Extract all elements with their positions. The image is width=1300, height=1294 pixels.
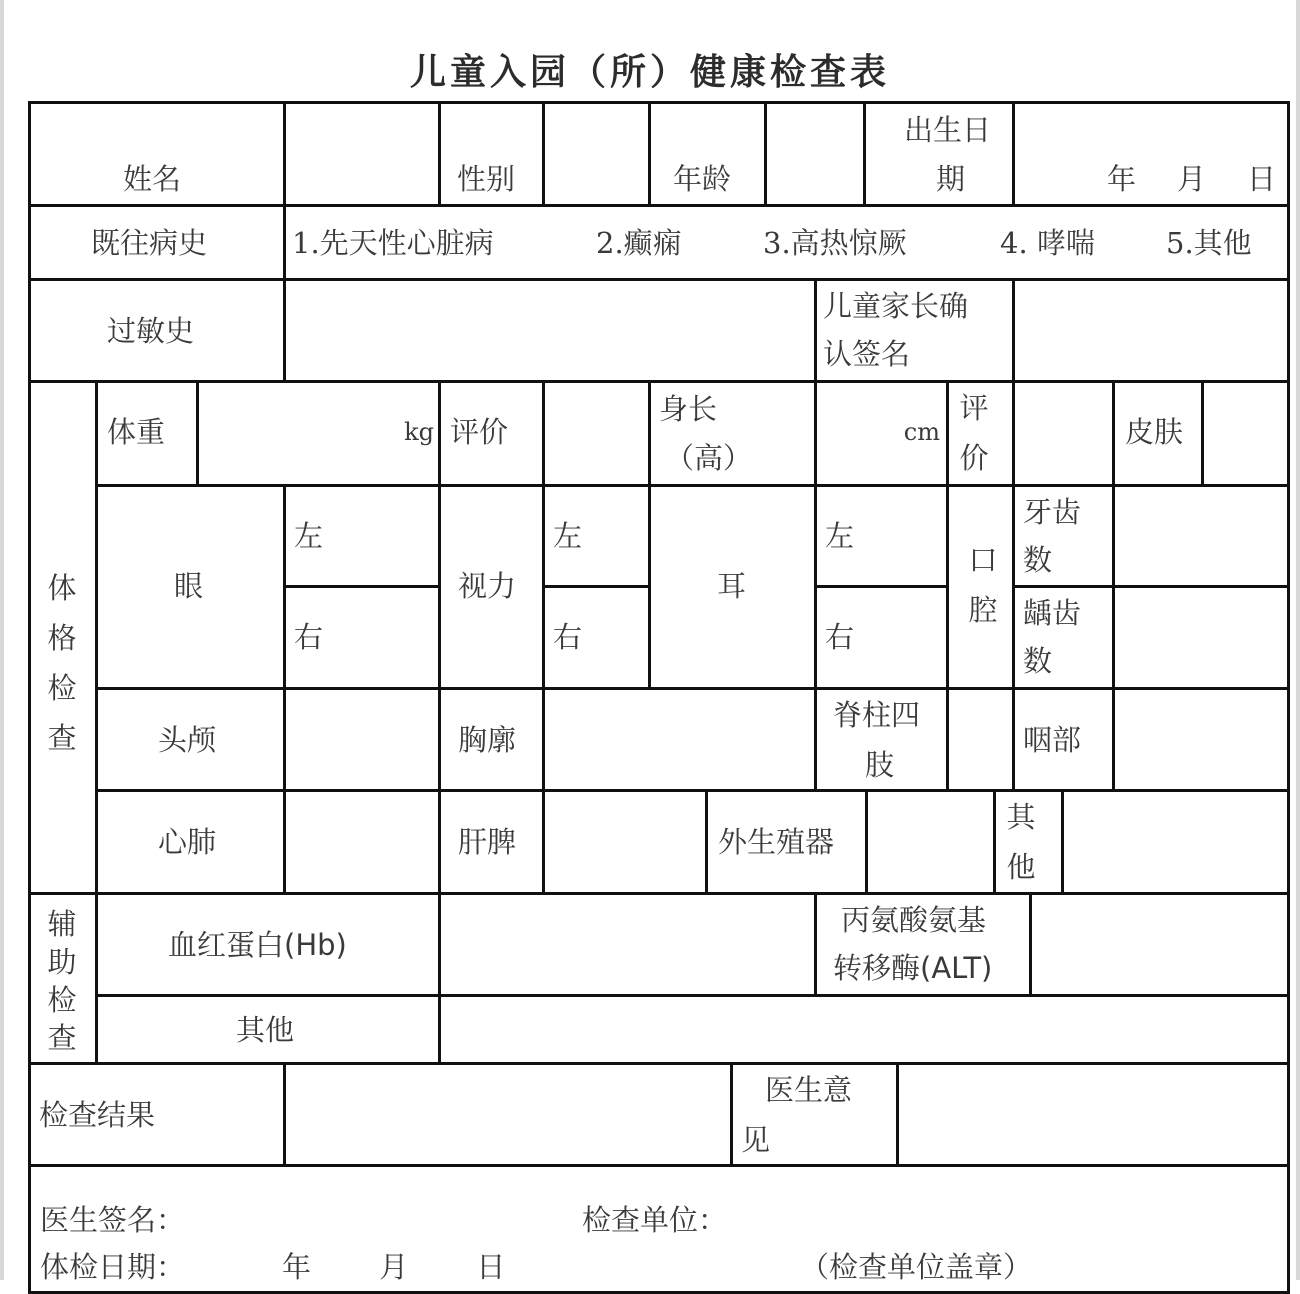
result-label-cell xyxy=(28,1062,286,1167)
alt-label-cell xyxy=(814,892,1032,997)
history-option-epilepsy[interactable]: 2.癫痫 xyxy=(596,226,682,260)
skin-label: 皮肤 xyxy=(1125,415,1184,449)
spine-label-line1: 脊柱四 xyxy=(833,698,921,732)
skin-field[interactable] xyxy=(1201,380,1290,487)
age-field[interactable] xyxy=(764,101,866,207)
ear-label-cell xyxy=(648,484,817,690)
physical-other-field[interactable] xyxy=(1061,789,1290,895)
height-eval-label xyxy=(957,383,991,483)
history-label: 既往病史 xyxy=(91,226,208,260)
genital-label: 外生殖器 xyxy=(718,825,835,859)
page-left-edge xyxy=(0,0,4,1280)
result-label: 检查结果 xyxy=(39,1098,156,1132)
vision-right-label: 右 xyxy=(553,620,583,654)
height-label-line2: （高） xyxy=(665,441,753,475)
spine-field[interactable] xyxy=(946,687,1015,792)
teeth-count-label-line1: 牙齿 xyxy=(1023,495,1082,529)
eye-left-field[interactable] xyxy=(283,484,441,588)
physical-exam-section-cell xyxy=(28,380,98,895)
history-option-febrile-convulsion[interactable]: 3.高热惊厥 xyxy=(763,226,907,260)
spine-label-line2: 肢 xyxy=(865,748,895,782)
vision-left-label: 左 xyxy=(553,519,583,553)
hb-label-cell xyxy=(95,892,441,997)
chest-label: 胸廓 xyxy=(458,723,517,757)
other-char: 其 xyxy=(1006,800,1036,834)
eye-label: 眼 xyxy=(174,569,204,603)
result-field[interactable] xyxy=(283,1062,733,1167)
ear-right-label: 右 xyxy=(825,620,855,654)
vision-label-cell xyxy=(438,484,545,690)
section-char: 查 xyxy=(47,721,77,755)
weight-field[interactable] xyxy=(196,380,441,487)
page-right-edge xyxy=(1296,0,1300,1280)
head-label-cell xyxy=(95,687,286,792)
hb-field[interactable] xyxy=(438,892,817,997)
eye-right-field[interactable] xyxy=(283,585,441,690)
exam-unit-label: 检查单位： xyxy=(582,1203,728,1237)
gender-field[interactable] xyxy=(542,101,651,207)
genital-field[interactable] xyxy=(865,789,996,895)
history-option-other[interactable]: 5.其他 xyxy=(1166,226,1252,260)
history-option-asthma[interactable]: 4. 哮喘 xyxy=(1000,226,1095,260)
alt-field[interactable] xyxy=(1029,892,1290,997)
height-eval-label-cell xyxy=(946,380,1015,487)
hb-label: 血红蛋白(Hb) xyxy=(168,928,347,962)
doctor-opinion-label-line2: 见 xyxy=(741,1123,771,1157)
section-char: 格 xyxy=(47,621,77,655)
pharynx-label: 咽部 xyxy=(1023,723,1082,757)
physical-other-label-cell xyxy=(993,789,1064,895)
teeth-count-field[interactable] xyxy=(1112,484,1290,588)
teeth-count-label-line2: 数 xyxy=(1023,543,1053,577)
height-label-cell xyxy=(648,380,817,487)
weight-label-cell xyxy=(95,380,199,487)
aux-other-field[interactable] xyxy=(438,994,1290,1065)
history-label-cell xyxy=(28,204,286,281)
ear-left-label: 左 xyxy=(825,519,855,553)
height-eval-field[interactable] xyxy=(1012,380,1115,487)
parent-sign-label-line1: 儿童家长确 xyxy=(823,289,969,323)
aux-other-label: 其他 xyxy=(236,1013,295,1047)
weight-eval-label: 评价 xyxy=(450,415,509,449)
chest-field[interactable] xyxy=(542,687,817,792)
head-field[interactable] xyxy=(283,687,441,792)
liver-spleen-field[interactable] xyxy=(542,789,708,895)
caries-count-field[interactable] xyxy=(1112,585,1290,690)
caries-count-label-line1: 龋齿 xyxy=(1023,596,1082,630)
stamp-label: （检查单位盖章） xyxy=(800,1250,1033,1284)
heart-lung-field[interactable] xyxy=(283,789,441,895)
weight-eval-label-cell xyxy=(438,380,545,487)
auxiliary-exam-section-label xyxy=(45,905,79,1057)
section-char: 体 xyxy=(47,571,77,605)
height-eval-char: 评 xyxy=(959,391,989,425)
allergy-label: 过敏史 xyxy=(107,314,195,348)
section-char: 辅 xyxy=(47,907,77,941)
doctor-opinion-label-line1: 医生意 xyxy=(765,1073,853,1107)
eye-label-cell xyxy=(95,484,286,690)
weight-eval-field[interactable] xyxy=(542,380,651,487)
height-field[interactable] xyxy=(814,380,949,487)
section-char: 查 xyxy=(47,1021,77,1055)
ear-right-field[interactable] xyxy=(814,585,949,690)
birth-label-line1: 出生日 xyxy=(904,113,992,147)
vision-label: 视力 xyxy=(458,569,517,603)
gender-label: 性别 xyxy=(457,162,516,196)
aux-other-label-cell xyxy=(95,994,441,1065)
name-field[interactable] xyxy=(283,101,441,207)
parent-sign-label-line2: 认签名 xyxy=(823,337,911,371)
allergy-label-cell xyxy=(28,278,286,383)
parent-sign-label-cell xyxy=(814,278,1015,383)
heart-lung-label: 心肺 xyxy=(158,825,217,859)
heart-lung-label-cell xyxy=(95,789,286,895)
mouth-char: 腔 xyxy=(968,593,998,627)
ear-label: 耳 xyxy=(717,569,747,603)
exam-date-placeholder: 年 月 日 xyxy=(282,1250,516,1284)
skin-label-cell xyxy=(1112,380,1204,487)
eye-left-label: 左 xyxy=(294,519,324,553)
name-label: 姓名 xyxy=(123,162,182,196)
history-option-congenital-heart[interactable]: 1.先天性心脏病 xyxy=(292,226,494,260)
mouth-label xyxy=(966,535,1000,635)
height-unit: cm xyxy=(903,418,940,446)
doctor-sign-label: 医生签名： xyxy=(40,1203,186,1237)
caries-count-label-cell xyxy=(1012,585,1115,690)
birth-date-placeholder: 年 月 日 xyxy=(1107,162,1283,196)
birth-label-cell xyxy=(863,101,1015,207)
birth-label-line2: 期 xyxy=(936,162,966,196)
pharynx-field[interactable] xyxy=(1112,687,1290,792)
age-label-cell xyxy=(648,101,767,207)
head-label: 头颅 xyxy=(158,723,217,757)
allergy-field[interactable] xyxy=(283,278,817,383)
age-label: 年龄 xyxy=(673,162,732,196)
alt-label-line1: 丙氨酸氨基 xyxy=(841,903,987,937)
liver-spleen-label-cell xyxy=(438,789,545,895)
physical-other-label xyxy=(1004,792,1038,892)
eye-right-label: 右 xyxy=(294,620,324,654)
liver-spleen-label: 肝脾 xyxy=(458,825,517,859)
auxiliary-exam-section-cell xyxy=(28,892,98,1065)
doctor-opinion-field[interactable] xyxy=(896,1062,1290,1167)
section-char: 检 xyxy=(47,983,77,1017)
caries-count-label-line2: 数 xyxy=(1023,644,1053,678)
other-char: 他 xyxy=(1006,850,1036,884)
chest-label-cell xyxy=(438,687,545,792)
birth-date-field[interactable] xyxy=(1012,101,1290,207)
vision-left-field[interactable] xyxy=(542,484,651,588)
gender-label-cell xyxy=(438,101,545,207)
alt-label-line2: 转移酶(ALT) xyxy=(833,951,993,985)
height-label-line1: 身长 xyxy=(659,392,718,426)
section-char: 检 xyxy=(47,671,77,705)
doctor-opinion-label-cell xyxy=(730,1062,899,1167)
history-options-cell xyxy=(283,204,1290,281)
ear-left-field[interactable] xyxy=(814,484,949,588)
section-char: 助 xyxy=(47,945,77,979)
mouth-char: 口 xyxy=(968,543,998,577)
spine-label-cell xyxy=(814,687,949,792)
page-title: 儿童入园（所）健康检查表 xyxy=(409,52,890,93)
vision-right-field[interactable] xyxy=(542,585,651,690)
height-eval-char: 价 xyxy=(959,441,989,475)
parent-sign-field[interactable] xyxy=(1012,278,1290,383)
weight-label: 体重 xyxy=(107,415,166,449)
weight-unit: kg xyxy=(404,418,434,446)
name-label-cell xyxy=(28,101,286,207)
physical-exam-section-label xyxy=(45,563,79,763)
exam-date-label: 体检日期： xyxy=(40,1250,186,1284)
pharynx-label-cell xyxy=(1012,687,1115,792)
genital-label-cell xyxy=(705,789,868,895)
teeth-count-label-cell xyxy=(1012,484,1115,588)
mouth-label-cell xyxy=(946,484,1015,690)
